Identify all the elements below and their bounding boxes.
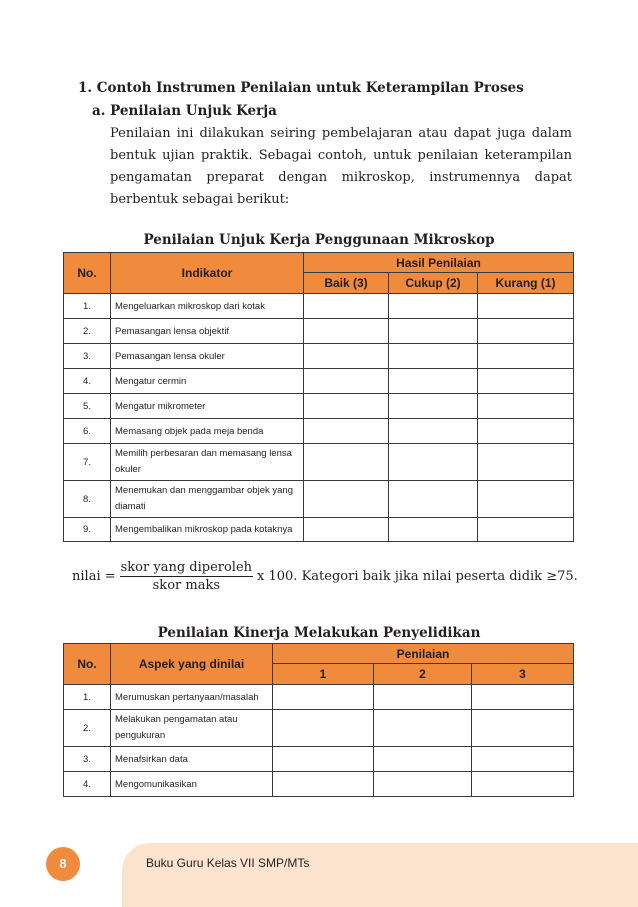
score-cell[interactable] xyxy=(273,772,374,797)
performance-table xyxy=(63,252,574,542)
header-no: No. xyxy=(64,253,111,294)
header-score-3: 3 xyxy=(472,664,574,685)
score-cell[interactable] xyxy=(304,394,389,419)
row-aspect: Menafsirkan data xyxy=(111,747,273,772)
intro-paragraph: Penilaian ini dilakukan seiring pembelajaran atau dapat juga dalam bentuk ujian praktik. Sebagai contoh, untuk penilaian keterampilan pengamatan preparat dengan mikroskop, instrumennya dapat berbentuk sebagai berikut: xyxy=(110,126,572,207)
score-cell[interactable] xyxy=(374,685,472,710)
row-indicator: Pemasangan lensa objektif xyxy=(111,319,304,344)
row-number: 2. xyxy=(64,319,111,344)
row-aspect: Mengomunikasikan xyxy=(111,772,273,797)
score-cell[interactable] xyxy=(273,747,374,772)
formula-suffix: x 100. Kategori baik jika nilai peserta didik ≥75. xyxy=(257,569,578,584)
score-cell[interactable] xyxy=(273,685,374,710)
score-cell[interactable] xyxy=(304,319,389,344)
formula-prefix: nilai = xyxy=(72,569,116,584)
header-indikator: Indikator xyxy=(111,253,304,294)
row-number: 3. xyxy=(64,344,111,369)
row-indicator: Memilih perbesaran dan memasang lensa okuler xyxy=(111,444,304,481)
score-cell[interactable] xyxy=(478,444,574,481)
score-formula xyxy=(72,560,578,593)
table2-title: Penilaian Kinerja Melakukan Penyelidikan xyxy=(157,625,481,641)
formula-denominator: skor maks xyxy=(152,578,220,593)
score-cell[interactable] xyxy=(389,444,478,481)
row-number: 3. xyxy=(64,747,111,772)
table-row xyxy=(64,294,574,319)
table1-title: Penilaian Unjuk Kerja Penggunaan Mikroskop xyxy=(143,232,495,248)
formula-numerator: skor yang diperoleh xyxy=(120,560,253,575)
score-cell[interactable] xyxy=(478,419,574,444)
score-cell[interactable] xyxy=(304,294,389,319)
row-indicator: Mengeluarkan mikroskop dari kotak xyxy=(111,294,304,319)
row-number: 2. xyxy=(64,710,111,747)
score-cell[interactable] xyxy=(374,747,472,772)
row-number: 4. xyxy=(64,772,111,797)
score-cell[interactable] xyxy=(304,518,389,542)
score-cell[interactable] xyxy=(472,747,574,772)
score-cell[interactable] xyxy=(304,419,389,444)
table-row xyxy=(64,369,574,394)
score-cell[interactable] xyxy=(389,518,478,542)
row-number: 8. xyxy=(64,481,111,518)
score-cell[interactable] xyxy=(273,710,374,747)
header-hasil-penilaian: Hasil Penilaian xyxy=(304,253,574,273)
footer-band xyxy=(122,843,638,907)
table-row xyxy=(64,747,574,772)
score-cell[interactable] xyxy=(374,710,472,747)
investigation-table xyxy=(63,643,574,797)
subsection-heading: a. Penilaian Unjuk Kerja xyxy=(92,103,277,119)
row-indicator: Mengatur cermin xyxy=(111,369,304,394)
score-cell[interactable] xyxy=(478,344,574,369)
header-penilaian: Penilaian xyxy=(273,644,574,664)
row-aspect: Merumuskan pertanyaan/masalah xyxy=(111,685,273,710)
row-number: 1. xyxy=(64,685,111,710)
page-number-badge: 8 xyxy=(46,847,80,881)
score-cell[interactable] xyxy=(472,772,574,797)
row-indicator: Pemasangan lensa okuler xyxy=(111,344,304,369)
table-row xyxy=(64,685,574,710)
row-number: 4. xyxy=(64,369,111,394)
score-cell[interactable] xyxy=(478,394,574,419)
score-cell[interactable] xyxy=(472,685,574,710)
table-row xyxy=(64,319,574,344)
score-cell[interactable] xyxy=(472,710,574,747)
score-cell[interactable] xyxy=(478,369,574,394)
score-cell[interactable] xyxy=(478,518,574,542)
score-cell[interactable] xyxy=(389,419,478,444)
footer-book-title: Buku Guru Kelas VII SMP/MTs xyxy=(146,856,310,870)
score-cell[interactable] xyxy=(389,294,478,319)
score-cell[interactable] xyxy=(389,369,478,394)
row-number: 1. xyxy=(64,294,111,319)
row-indicator: Memasang objek pada meja benda xyxy=(111,419,304,444)
score-cell[interactable] xyxy=(389,319,478,344)
score-cell[interactable] xyxy=(478,319,574,344)
header-aspek: Aspek yang dinilai xyxy=(111,644,273,685)
table-row xyxy=(64,344,574,369)
row-number: 7. xyxy=(64,444,111,481)
score-cell[interactable] xyxy=(304,481,389,518)
row-aspect: Melakukan pengamatan atau pengukuran xyxy=(111,710,273,747)
header-cukup: Cukup (2) xyxy=(389,273,478,294)
score-cell[interactable] xyxy=(389,394,478,419)
table-row xyxy=(64,481,574,518)
table-row xyxy=(64,444,574,481)
row-number: 6. xyxy=(64,419,111,444)
score-cell[interactable] xyxy=(389,344,478,369)
table-row xyxy=(64,710,574,747)
table-row xyxy=(64,518,574,542)
score-cell[interactable] xyxy=(478,481,574,518)
table-row xyxy=(64,419,574,444)
table-row xyxy=(64,394,574,419)
score-cell[interactable] xyxy=(374,772,472,797)
header-baik: Baik (3) xyxy=(304,273,389,294)
row-number: 9. xyxy=(64,518,111,542)
score-cell[interactable] xyxy=(304,344,389,369)
table-row xyxy=(64,772,574,797)
row-number: 5. xyxy=(64,394,111,419)
header-score-1: 1 xyxy=(273,664,374,685)
header-score-2: 2 xyxy=(374,664,472,685)
header-kurang: Kurang (1) xyxy=(478,273,574,294)
score-cell[interactable] xyxy=(478,294,574,319)
header-no: No. xyxy=(64,644,111,685)
row-indicator: Mengembalikan mikroskop pada kotaknya xyxy=(111,518,304,542)
formula-fraction xyxy=(120,560,253,593)
score-cell[interactable] xyxy=(304,444,389,481)
score-cell[interactable] xyxy=(389,481,478,518)
section-heading: 1. Contoh Instrumen Penilaian untuk Keterampilan Proses xyxy=(78,80,524,96)
score-cell[interactable] xyxy=(304,369,389,394)
row-indicator: Mengatur mikrometer xyxy=(111,394,304,419)
row-indicator: Menemukan dan menggambar objek yang diamati xyxy=(111,481,304,518)
